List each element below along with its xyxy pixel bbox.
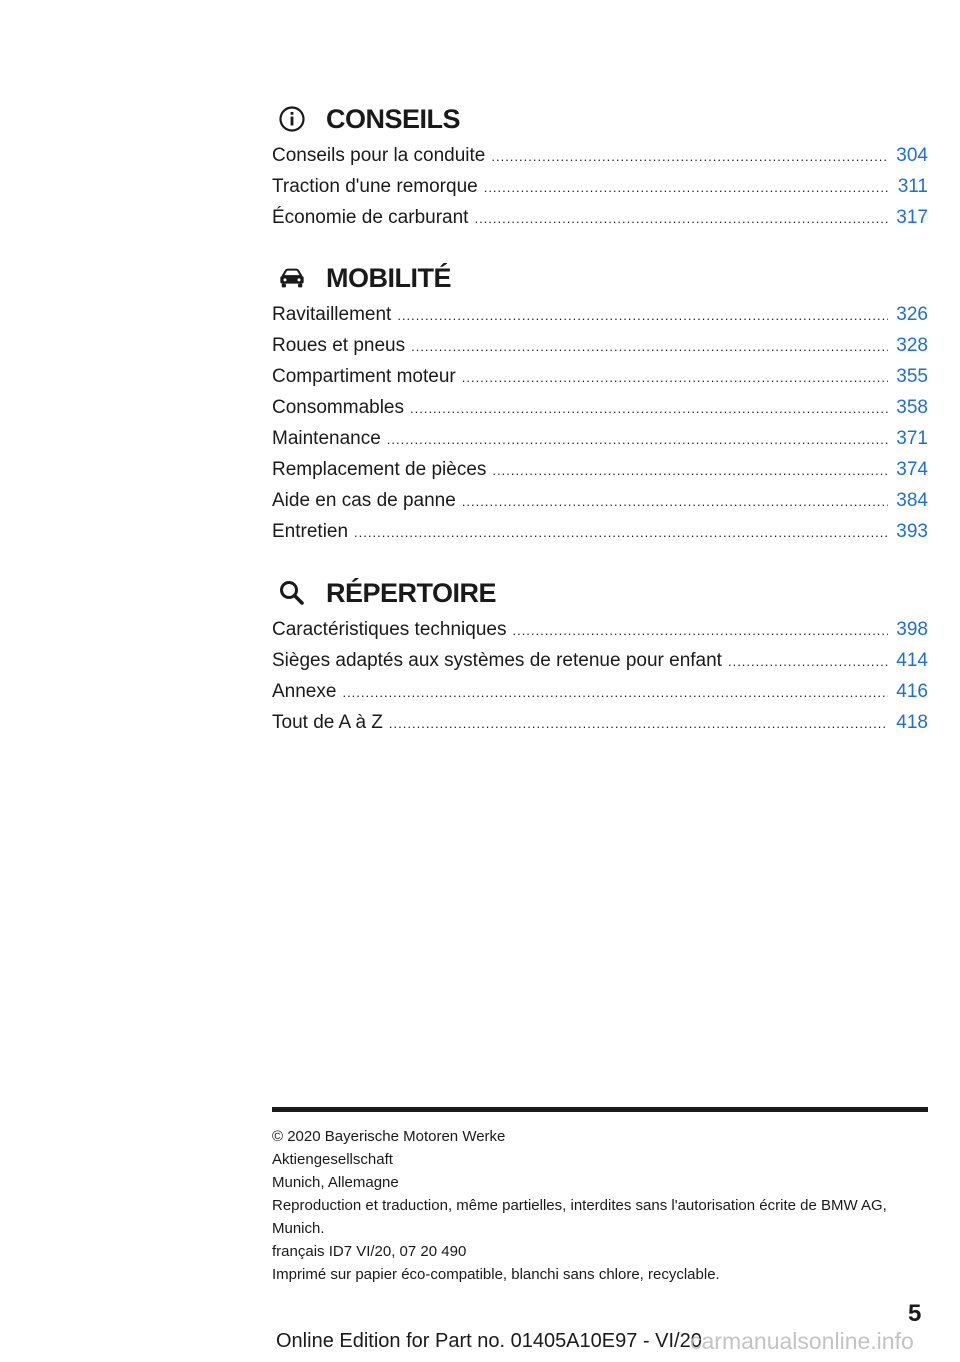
section-repertoire xyxy=(272,573,928,738)
toc-entry-label[interactable]: Ravitaillement xyxy=(272,304,392,325)
toc-entry[interactable] xyxy=(272,140,928,171)
toc-entry[interactable] xyxy=(272,361,928,392)
toc-entry-page-link[interactable]: 371 xyxy=(896,428,928,449)
leader-dots xyxy=(512,615,888,646)
toc-entry-label[interactable]: Maintenance xyxy=(272,428,381,449)
toc-entry-page-link[interactable]: 393 xyxy=(896,521,928,542)
toc-entry-page-link[interactable]: 355 xyxy=(896,366,928,387)
leader-dots xyxy=(387,424,888,455)
imprint-line: Munich, Allemagne xyxy=(272,1174,399,1191)
toc-entry-label[interactable]: Roues et pneus xyxy=(272,335,406,356)
toc-entry-page-link[interactable]: 358 xyxy=(896,397,928,418)
section-header xyxy=(278,573,928,613)
toc-entry-label[interactable]: Annexe xyxy=(272,681,337,702)
toc-entry-page-link[interactable]: 418 xyxy=(896,712,928,733)
toc-entry[interactable] xyxy=(272,707,928,738)
section-title: MOBILITÉ xyxy=(326,262,451,293)
toc-entry-page-link[interactable]: 328 xyxy=(896,335,928,356)
toc-entry-label[interactable]: Conseils pour la conduite xyxy=(272,145,486,166)
toc-entry-page-link[interactable]: 326 xyxy=(896,304,928,325)
section-conseils xyxy=(272,99,928,233)
leader-dots xyxy=(462,362,888,393)
toc-entry[interactable] xyxy=(272,454,928,485)
leader-dots xyxy=(397,300,888,331)
leader-dots xyxy=(728,646,888,677)
toc-entry[interactable] xyxy=(272,202,928,233)
imprint-line: Aktiengesellschaft xyxy=(272,1151,393,1168)
toc-entry-label[interactable]: Caractéristiques techniques xyxy=(272,619,507,640)
toc-entry[interactable] xyxy=(272,423,928,454)
toc-entry[interactable] xyxy=(272,299,928,330)
toc-entry[interactable] xyxy=(272,171,928,202)
section-mobilite xyxy=(272,258,928,547)
toc-entry-label[interactable]: Consommables xyxy=(272,397,404,418)
imprint-line: Imprimé sur papier éco-compatible, blanchi sans chlore, recyclable. xyxy=(272,1266,720,1283)
leader-dots xyxy=(342,677,888,708)
leader-dots xyxy=(462,486,888,517)
toc-entry-page-link[interactable]: 317 xyxy=(896,207,928,228)
search-icon xyxy=(278,579,306,607)
leader-dots xyxy=(484,172,888,203)
toc-entry-page-link[interactable]: 398 xyxy=(896,619,928,640)
imprint-line: français ID7 VI/20, 07 20 490 xyxy=(272,1243,467,1260)
toc-entry[interactable] xyxy=(272,516,928,547)
online-edition-footer: Online Edition for Part no. 01405A10E97 - VI/20 xyxy=(276,1330,702,1352)
toc-entry[interactable] xyxy=(272,485,928,516)
toc-entry-page-link[interactable]: 384 xyxy=(896,490,928,511)
toc-entry-label[interactable]: Tout de A à Z xyxy=(272,712,383,733)
leader-dots xyxy=(354,517,888,548)
toc-entry-label[interactable]: Remplacement de pièces xyxy=(272,459,487,480)
toc-entry[interactable] xyxy=(272,614,928,645)
car-icon xyxy=(278,264,306,292)
toc-entry-label[interactable]: Compartiment moteur xyxy=(272,366,456,387)
leader-dots xyxy=(411,331,888,362)
toc-entry[interactable] xyxy=(272,645,928,676)
toc-entry-page-link[interactable]: 414 xyxy=(896,650,928,671)
toc-entry-page-link[interactable]: 416 xyxy=(896,681,928,702)
imprint-line: Reproduction et traduction, même partielles, interdites sans l'autorisation écrite de BMW AG, Munich. xyxy=(272,1197,887,1237)
leader-dots xyxy=(389,708,888,739)
page-number: 5 xyxy=(908,1300,922,1327)
info-icon xyxy=(278,105,306,133)
leader-dots xyxy=(410,393,888,424)
section-title: RÉPERTOIRE xyxy=(326,577,497,608)
imprint-line: © 2020 Bayerische Motoren Werke xyxy=(272,1128,506,1145)
toc-entry-page-link[interactable]: 311 xyxy=(897,176,928,197)
section-title: CONSEILS xyxy=(326,103,461,134)
watermark: carmanualsonline.info xyxy=(690,1328,914,1354)
leader-dots xyxy=(474,203,888,234)
toc-entry[interactable] xyxy=(272,392,928,423)
toc-entry-label[interactable]: Entretien xyxy=(272,521,349,542)
imprint xyxy=(272,1125,928,1286)
toc-entry-label[interactable]: Économie de carburant xyxy=(272,207,469,228)
toc-entry-label[interactable]: Sièges adaptés aux systèmes de retenue pour enfant xyxy=(272,650,722,671)
footer-divider xyxy=(272,1107,928,1112)
section-header xyxy=(278,99,928,139)
toc-entry-label[interactable]: Aide en cas de panne xyxy=(272,490,456,511)
leader-dots xyxy=(491,141,888,172)
toc-entry[interactable] xyxy=(272,676,928,707)
leader-dots xyxy=(492,455,888,486)
toc-entry[interactable] xyxy=(272,330,928,361)
section-header xyxy=(278,258,928,298)
toc-entry-label[interactable]: Traction d'une remorque xyxy=(272,176,478,197)
toc-entry-page-link[interactable]: 304 xyxy=(896,145,928,166)
toc-entry-page-link[interactable]: 374 xyxy=(896,459,928,480)
